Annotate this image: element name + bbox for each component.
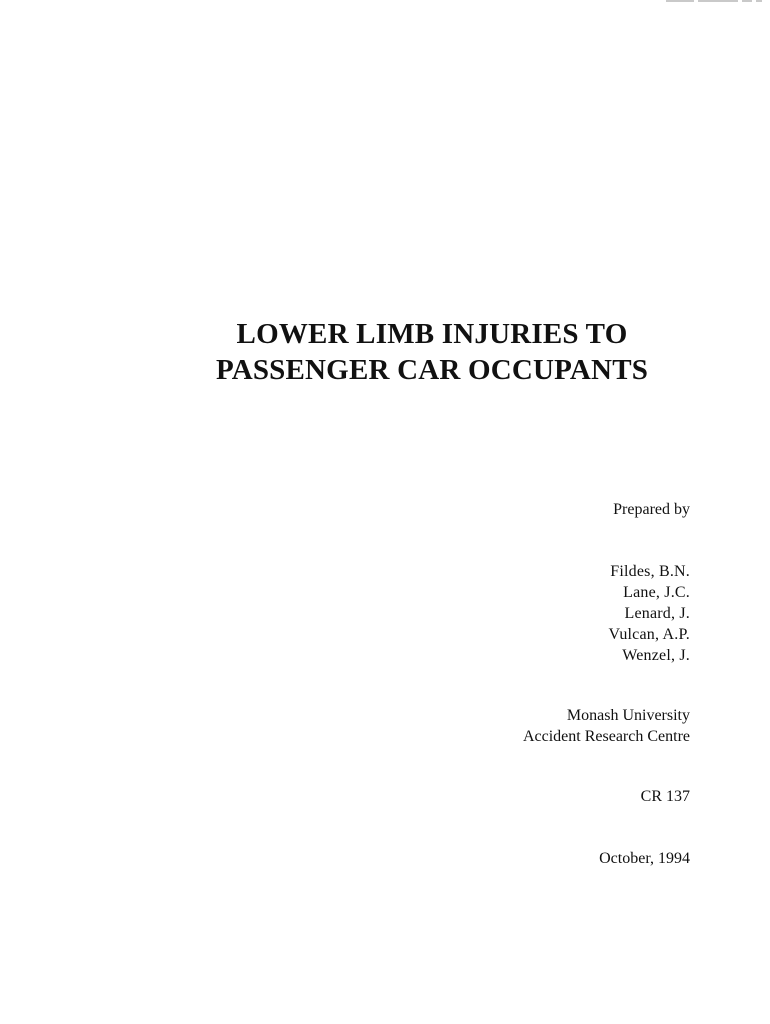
organisation-block xyxy=(523,705,690,747)
prepared-by-text: Prepared by xyxy=(613,501,690,518)
author-name: Lenard, J. xyxy=(624,605,690,622)
title-line-1: LOWER LIMB INJURIES TO xyxy=(236,318,628,350)
author-name: Lane, J.C. xyxy=(623,584,690,601)
report-number xyxy=(641,786,690,807)
scan-artifact xyxy=(666,0,762,2)
author-name: Wenzel, J. xyxy=(622,647,690,664)
organisation-line: Accident Research Centre xyxy=(522,728,690,745)
prepared-by-label xyxy=(613,499,690,520)
author-name: Fildes, B.N. xyxy=(610,563,690,580)
publication-date xyxy=(599,848,690,869)
author-name: Vulcan, A.P. xyxy=(608,626,690,643)
document-title xyxy=(0,316,770,388)
report-number-text: CR 137 xyxy=(640,788,690,805)
title-line-2: PASSENGER CAR OCCUPANTS xyxy=(215,354,649,386)
author-list xyxy=(609,561,690,666)
organisation-line: Monash University xyxy=(566,707,690,724)
publication-date-text: October, 1994 xyxy=(599,850,690,867)
